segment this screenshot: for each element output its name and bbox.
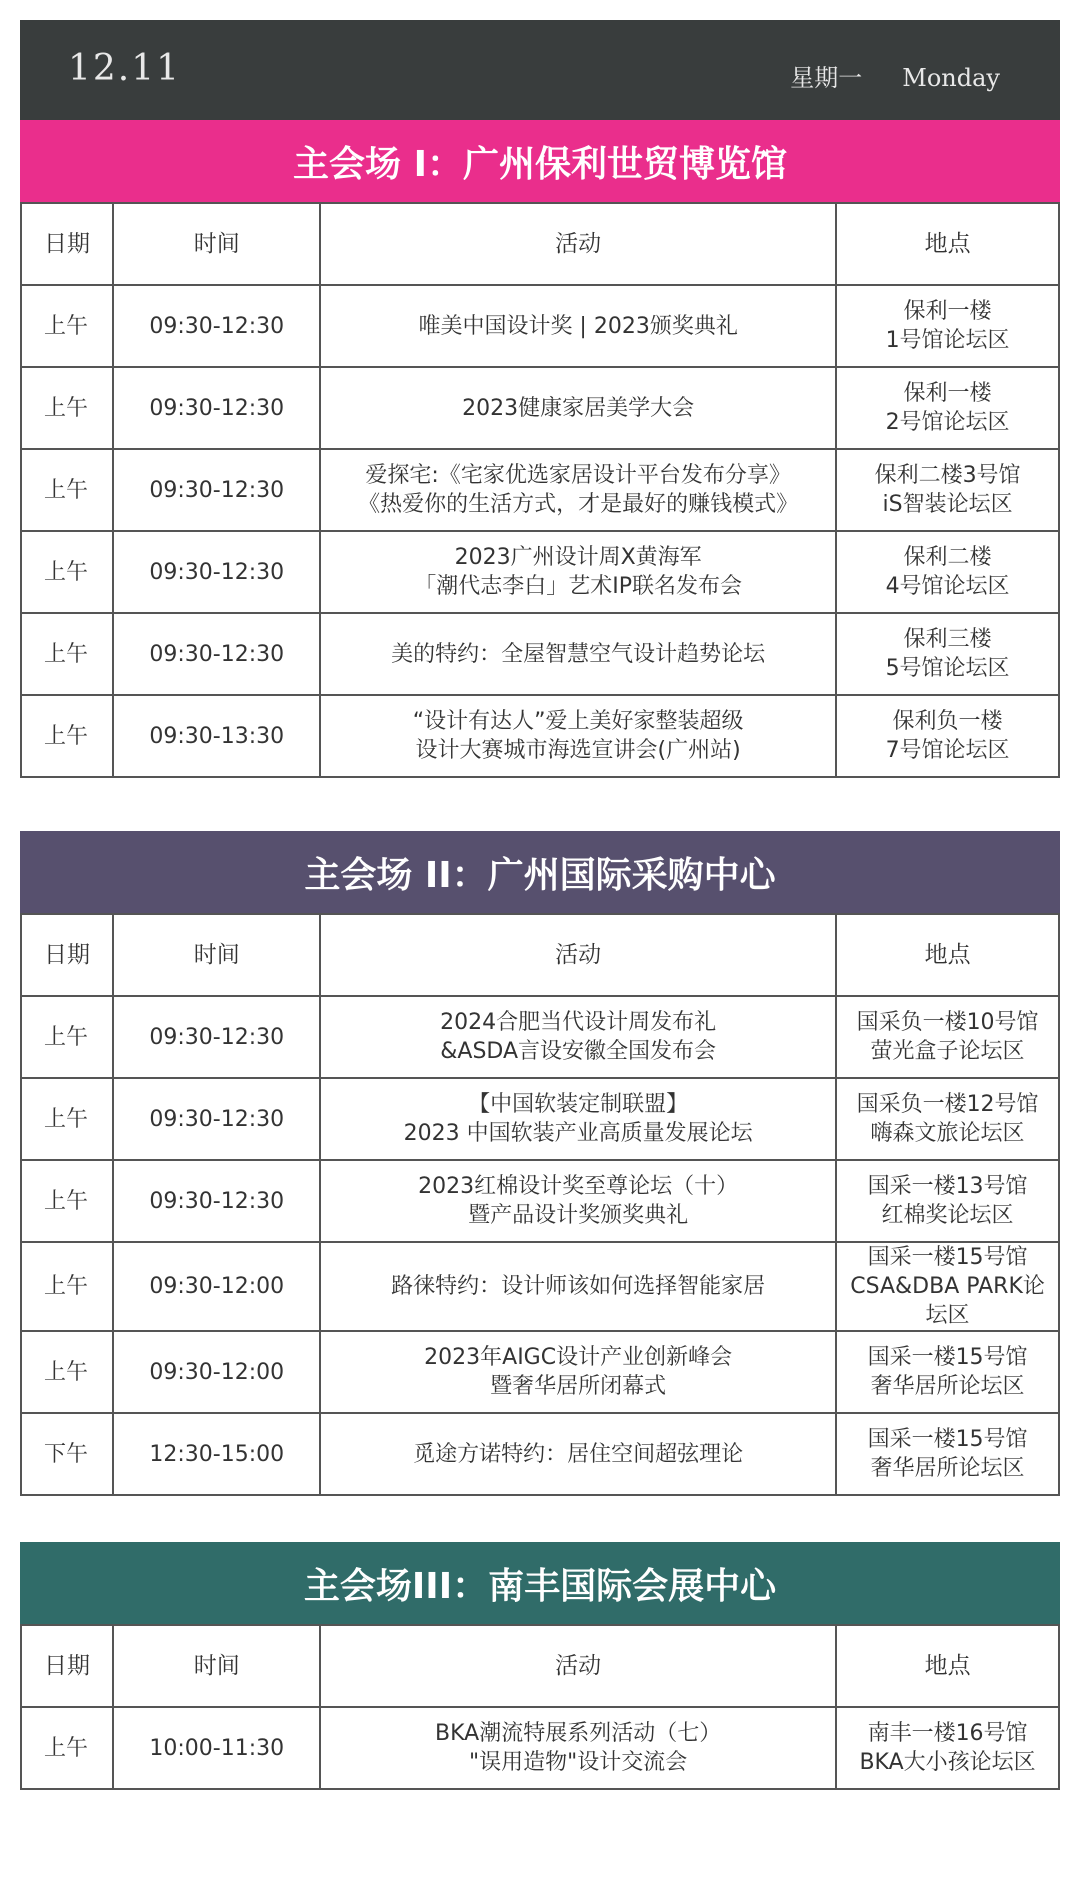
section-title: 主会场 I：广州保利世贸博览馆 xyxy=(20,120,1060,202)
cell-location: 保利二楼 4号馆论坛区 xyxy=(836,531,1059,613)
weekday-cn: 星期一 xyxy=(790,64,863,92)
cell-date: 上午 xyxy=(21,1331,113,1413)
section-3 xyxy=(20,1542,1060,1790)
cell-date: 下午 xyxy=(21,1413,113,1495)
column-header-time: 时间 xyxy=(113,203,320,285)
table-row xyxy=(21,1242,1059,1331)
cell-date: 上午 xyxy=(21,1160,113,1242)
cell-time: 09:30-12:00 xyxy=(113,1242,320,1331)
cell-activity: 路徕特约：设计师该如何选择智能家居 xyxy=(320,1242,836,1331)
cell-time: 09:30-12:30 xyxy=(113,285,320,367)
column-header-location: 地点 xyxy=(836,914,1059,996)
table-row xyxy=(21,1160,1059,1242)
cell-date: 上午 xyxy=(21,367,113,449)
date-header xyxy=(20,20,1060,120)
cell-time: 09:30-12:30 xyxy=(113,613,320,695)
cell-activity: 2024合肥当代设计周发布礼 &ASDA言设安徽全国发布会 xyxy=(320,996,836,1078)
cell-time: 09:30-12:30 xyxy=(113,996,320,1078)
schedule-table xyxy=(20,1624,1060,1790)
cell-activity: 觅途方诺特约：居住空间超弦理论 xyxy=(320,1413,836,1495)
cell-activity: 2023年AIGC设计产业创新峰会 暨奢华居所闭幕式 xyxy=(320,1331,836,1413)
column-header-time: 时间 xyxy=(113,914,320,996)
column-header-location: 地点 xyxy=(836,203,1059,285)
cell-date: 上午 xyxy=(21,1707,113,1789)
cell-date: 上午 xyxy=(21,613,113,695)
cell-activity: 2023健康家居美学大会 xyxy=(320,367,836,449)
cell-location: 国采负一楼12号馆 嗨森文旅论坛区 xyxy=(836,1078,1059,1160)
cell-activity: 【中国软装定制联盟】 2023 中国软装产业高质量发展论坛 xyxy=(320,1078,836,1160)
section-title: 主会场III：南丰国际会展中心 xyxy=(20,1542,1060,1624)
cell-time: 10:00-11:30 xyxy=(113,1707,320,1789)
column-header-time: 时间 xyxy=(113,1625,320,1707)
cell-time: 09:30-12:30 xyxy=(113,531,320,613)
weekday-en: Monday xyxy=(902,64,1000,92)
cell-time: 09:30-12:30 xyxy=(113,367,320,449)
section-title: 主会场 II：广州国际采购中心 xyxy=(20,831,1060,913)
column-header-date: 日期 xyxy=(21,203,113,285)
table-row xyxy=(21,367,1059,449)
cell-activity: 2023红棉设计奖至尊论坛（十） 暨产品设计奖颁奖典礼 xyxy=(320,1160,836,1242)
cell-time: 09:30-12:30 xyxy=(113,1160,320,1242)
column-header-date: 日期 xyxy=(21,1625,113,1707)
table-row xyxy=(21,1707,1059,1789)
weekday xyxy=(750,58,1000,93)
cell-location: 国采一楼15号馆 奢华居所论坛区 xyxy=(836,1413,1059,1495)
table-row xyxy=(21,1413,1059,1495)
date: 12.11 xyxy=(68,48,182,89)
cell-location: 国采一楼15号馆 CSA&DBA PARK论坛区 xyxy=(836,1242,1059,1331)
table-header-row xyxy=(21,914,1059,996)
table-row xyxy=(21,1078,1059,1160)
section-1 xyxy=(20,120,1060,778)
cell-date: 上午 xyxy=(21,449,113,531)
table-row xyxy=(21,613,1059,695)
cell-date: 上午 xyxy=(21,285,113,367)
cell-activity: BKA潮流特展系列活动（七） "误用造物"设计交流会 xyxy=(320,1707,836,1789)
table-row xyxy=(21,449,1059,531)
cell-date: 上午 xyxy=(21,695,113,777)
cell-time: 09:30-13:30 xyxy=(113,695,320,777)
column-header-activity: 活动 xyxy=(320,203,836,285)
cell-activity: “设计有达人”爱上美好家整装超级 设计大赛城市海选宣讲会(广州站) xyxy=(320,695,836,777)
column-header-date: 日期 xyxy=(21,914,113,996)
cell-activity: 爱探宅:《宅家优选家居设计平台发布分享》 《热爱你的生活方式，才是最好的赚钱模式》 xyxy=(320,449,836,531)
table-row xyxy=(21,996,1059,1078)
cell-time: 09:30-12:00 xyxy=(113,1331,320,1413)
table-row xyxy=(21,695,1059,777)
table-row xyxy=(21,285,1059,367)
cell-date: 上午 xyxy=(21,996,113,1078)
cell-date: 上午 xyxy=(21,1242,113,1331)
table-header-row xyxy=(21,1625,1059,1707)
column-header-location: 地点 xyxy=(836,1625,1059,1707)
cell-location: 保利负一楼 7号馆论坛区 xyxy=(836,695,1059,777)
cell-location: 保利二楼3号馆 iS智装论坛区 xyxy=(836,449,1059,531)
cell-location: 国采负一楼10号馆 萤光盒子论坛区 xyxy=(836,996,1059,1078)
schedule-table xyxy=(20,913,1060,1496)
cell-date: 上午 xyxy=(21,1078,113,1160)
cell-activity: 2023广州设计周X黄海军 「潮代志李白」艺术IP联名发布会 xyxy=(320,531,836,613)
schedule-table xyxy=(20,202,1060,778)
cell-location: 国采一楼15号馆 奢华居所论坛区 xyxy=(836,1331,1059,1413)
cell-location: 南丰一楼16号馆 BKA大小孩论坛区 xyxy=(836,1707,1059,1789)
cell-activity: 唯美中国设计奖 | 2023颁奖典礼 xyxy=(320,285,836,367)
column-header-activity: 活动 xyxy=(320,914,836,996)
table-header-row xyxy=(21,203,1059,285)
cell-location: 保利一楼 1号馆论坛区 xyxy=(836,285,1059,367)
cell-time: 12:30-15:00 xyxy=(113,1413,320,1495)
cell-date: 上午 xyxy=(21,531,113,613)
cell-activity: 美的特约：全屋智慧空气设计趋势论坛 xyxy=(320,613,836,695)
cell-location: 国采一楼13号馆 红棉奖论坛区 xyxy=(836,1160,1059,1242)
table-row xyxy=(21,1331,1059,1413)
cell-location: 保利三楼 5号馆论坛区 xyxy=(836,613,1059,695)
cell-time: 09:30-12:30 xyxy=(113,449,320,531)
cell-location: 保利一楼 2号馆论坛区 xyxy=(836,367,1059,449)
column-header-activity: 活动 xyxy=(320,1625,836,1707)
table-row xyxy=(21,531,1059,613)
section-2 xyxy=(20,831,1060,1496)
cell-time: 09:30-12:30 xyxy=(113,1078,320,1160)
